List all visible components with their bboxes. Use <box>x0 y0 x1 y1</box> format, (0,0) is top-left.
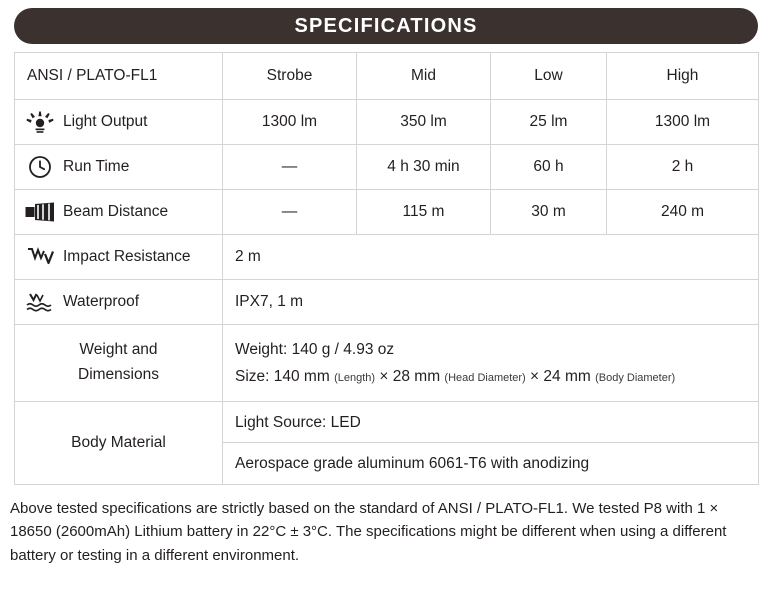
cell-value: 30 m <box>531 203 566 220</box>
column-header-ansi: ANSI / PLATO-FL1 <box>27 67 158 84</box>
page-title: SPECIFICATIONS <box>294 14 478 37</box>
cell-light-output-mid <box>357 100 491 145</box>
table-row <box>15 145 759 190</box>
cell-value: 115 m <box>402 203 445 220</box>
size-end: × 24 mm <box>530 368 591 385</box>
beam-distance-icon <box>25 199 55 225</box>
table-row <box>15 402 759 485</box>
size-value <box>235 363 758 390</box>
row-label-text: Impact Resistance <box>63 248 191 265</box>
size-note-body-diameter: (Body Diameter) <box>595 372 676 384</box>
cell-beam-distance-high <box>607 190 759 235</box>
column-header-mid: Mid <box>411 67 436 84</box>
cell-light-output-strobe <box>223 100 357 145</box>
footnote: Above tested specifications are strictly based on the standard of ANSI / PLATO-FL1. We tested P8 with 1 × 18650 (2600mAh) Lithium battery in 22°C ± 3°C. The specifications might be different when using a different battery or testing in a different environment. <box>10 500 727 564</box>
cell-value: 4 h 30 min <box>387 158 460 175</box>
table-header-cell-ansi <box>15 53 223 100</box>
row-label-weight-dimensions <box>15 325 223 402</box>
cell-run-time-high <box>607 145 759 190</box>
table-row <box>15 100 759 145</box>
specifications-table <box>14 52 759 485</box>
size-note-head-diameter: (Head Diameter) <box>444 372 526 384</box>
cell-waterproof-value <box>223 280 759 325</box>
column-header-high: High <box>666 67 699 84</box>
cell-body-material-value <box>223 402 759 485</box>
table-row <box>15 325 759 402</box>
cell-run-time-mid <box>357 145 491 190</box>
light-output-icon <box>25 109 55 135</box>
cell-beam-distance-strobe <box>223 190 357 235</box>
table-header-cell-high <box>607 53 759 100</box>
table-header-row <box>15 53 759 100</box>
cell-impact-resistance-value <box>223 235 759 280</box>
cell-beam-distance-low <box>491 190 607 235</box>
row-label-impact-resistance <box>15 235 223 280</box>
cell-run-time-strobe <box>223 145 357 190</box>
row-label-run-time <box>15 145 223 190</box>
table-row <box>15 280 759 325</box>
clock-icon <box>25 154 55 180</box>
cell-beam-distance-mid <box>357 190 491 235</box>
specifications-title-bar <box>14 8 758 44</box>
row-label-waterproof <box>15 280 223 325</box>
cell-value: IPX7, 1 m <box>235 293 304 310</box>
weight-value: Weight: 140 g / 4.93 oz <box>235 340 395 358</box>
cell-value: 25 lm <box>529 113 568 130</box>
cell-light-output-low <box>491 100 607 145</box>
row-label-beam-distance <box>15 190 223 235</box>
cell-run-time-low <box>491 145 607 190</box>
size-mid: × 28 mm <box>379 368 441 385</box>
table-header-cell-low <box>491 53 607 100</box>
row-label-text: Waterproof <box>63 293 140 310</box>
table-header-cell-mid <box>357 53 491 100</box>
cell-value: 60 h <box>533 158 564 175</box>
cell-value: — <box>281 203 298 220</box>
waterproof-icon <box>25 289 55 315</box>
row-label-body-material <box>15 402 223 485</box>
row-label-text: Light Output <box>63 113 148 130</box>
cell-light-output-high <box>607 100 759 145</box>
weight-dimensions-label-line1: Weight and <box>79 341 158 359</box>
column-header-low: Low <box>534 67 563 84</box>
material-value: Aerospace grade aluminum 6061-T6 with anodizing <box>235 455 590 472</box>
light-source-value: Light Source: LED <box>223 402 758 443</box>
cell-value: 2 m <box>235 248 261 265</box>
table-row <box>15 190 759 235</box>
cell-value: 2 h <box>671 158 694 175</box>
column-header-strobe: Strobe <box>266 67 313 84</box>
cell-value: — <box>281 158 298 175</box>
specifications-sheet <box>0 8 772 608</box>
cell-value: 240 m <box>660 203 705 220</box>
body-material-label: Body Material <box>71 434 166 451</box>
cell-value: 1300 lm <box>654 113 711 130</box>
cell-value: 1300 lm <box>261 113 318 130</box>
row-label-text: Beam Distance <box>63 203 169 220</box>
impact-resistance-icon <box>25 244 55 270</box>
weight-dimensions-label-line2: Dimensions <box>78 366 159 383</box>
table-header-cell-strobe <box>223 53 357 100</box>
size-prefix: Size: 140 mm <box>235 368 330 385</box>
cell-value: 350 lm <box>400 113 447 130</box>
row-label-light-output <box>15 100 223 145</box>
cell-weight-dimensions-value <box>223 325 759 402</box>
row-label-text: Run Time <box>63 158 130 175</box>
size-note-length: (Length) <box>334 372 376 384</box>
table-row <box>15 235 759 280</box>
